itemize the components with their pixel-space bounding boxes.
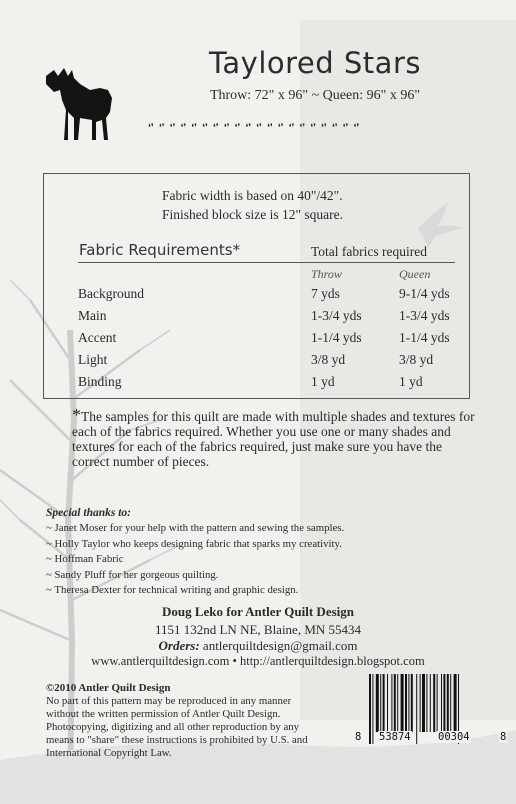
throw-amount: 7 yds bbox=[311, 286, 340, 301]
track-glyph: ❛❜ bbox=[212, 122, 219, 132]
thanks-list bbox=[46, 521, 344, 599]
fabric-name: Binding bbox=[78, 374, 122, 389]
throw-amount: 1-1/4 yds bbox=[311, 330, 362, 345]
throw-amount: 1-3/4 yds bbox=[311, 308, 362, 323]
track-glyph: ❛❜ bbox=[223, 122, 230, 132]
fabric-row bbox=[0, 374, 516, 394]
website-links[interactable]: www.antlerquiltdesign.com • http://antlerquiltdesign.blogspot.com bbox=[91, 654, 425, 668]
track-glyph: ❛❜ bbox=[299, 122, 306, 132]
copyright-heading: ©2010 Antler Quilt Design bbox=[46, 682, 171, 694]
thanks-item: ~ Holly Taylor who keeps designing fabric that sparks my creativity. bbox=[46, 537, 342, 550]
animal-tracks bbox=[148, 123, 359, 132]
pattern-title: Taylored Stars bbox=[209, 46, 421, 80]
track-glyph: ❛❜ bbox=[234, 122, 241, 132]
track-glyph: ❛❜ bbox=[158, 122, 165, 132]
throw-amount: 1 yd bbox=[311, 374, 335, 389]
quilt-sizes: Throw: 72" x 96" ~ Queen: 96" x 96" bbox=[209, 88, 421, 103]
samples-text: The samples for this quilt are made with multiple shades and textures for each of the fabrics required. Whether you use one or many shades and textures for each of the fabrics required, just make sure you have the correct number of pieces. bbox=[72, 409, 475, 469]
barcode-check-digit: 8 bbox=[500, 731, 507, 743]
barcode-group-2: 00304 bbox=[438, 731, 470, 743]
track-glyph: ❛❜ bbox=[288, 122, 295, 132]
track-glyph: ❛❜ bbox=[148, 122, 154, 132]
thanks-item: ~ Sandy Pluff for her gorgeous quilting. bbox=[46, 568, 219, 581]
fabric-row bbox=[0, 286, 516, 306]
fabric-row bbox=[0, 308, 516, 328]
queen-amount: 1-3/4 yds bbox=[399, 308, 450, 323]
orders-line bbox=[0, 638, 516, 654]
queen-amount: 1 yd bbox=[399, 374, 423, 389]
queen-amount: 1-1/4 yds bbox=[399, 330, 450, 345]
orders-email[interactable]: antlerquiltdesign@gmail.com bbox=[202, 638, 358, 653]
track-glyph: ❛❜ bbox=[202, 122, 208, 132]
track-glyph: ❛❜ bbox=[277, 122, 284, 132]
track-glyph: ❛❜ bbox=[266, 122, 273, 132]
thanks-heading: Special thanks to: bbox=[46, 507, 131, 519]
designer-name: Doug Leko for Antler Quilt Design bbox=[161, 604, 354, 619]
thanks-item: ~ Hoffman Fabric bbox=[46, 553, 124, 565]
track-glyph: ❛❜ bbox=[256, 122, 262, 132]
fabric-name: Main bbox=[78, 308, 107, 323]
queen-amount: 9-1/4 yds bbox=[399, 286, 450, 301]
track-glyph: ❛❜ bbox=[191, 122, 198, 132]
divider bbox=[78, 262, 455, 263]
queen-amount: 3/8 yd bbox=[399, 352, 434, 367]
throw-amount: 3/8 yd bbox=[311, 352, 346, 367]
copyright-text: No part of this pattern may be reproduced in any manner without the written permission of Antler Quilt Design. Photocopying, digitizing and all other reproduction by any means to "share" these instructions is prohibited by U.S. and International Copyright Law. bbox=[46, 695, 308, 759]
block-size-note: Finished block size is 12" square. bbox=[162, 207, 343, 222]
barcode-group-1: 53874 bbox=[379, 731, 411, 743]
fabric-name: Background bbox=[78, 286, 144, 301]
track-glyph: ❛❜ bbox=[180, 122, 187, 132]
fabric-row bbox=[0, 330, 516, 350]
address: 1151 132nd LN NE, Blaine, MN 55434 bbox=[154, 622, 362, 637]
track-glyph: ❛❜ bbox=[331, 122, 338, 132]
total-fabrics-header: Total fabrics required bbox=[311, 244, 428, 259]
asterisk: * bbox=[72, 405, 81, 425]
fabric-name: Light bbox=[78, 352, 108, 367]
column-throw: Throw bbox=[311, 267, 342, 281]
track-glyph: ❛❜ bbox=[353, 122, 360, 132]
fabric-requirements-title: Fabric Requirements* bbox=[79, 241, 241, 259]
fabric-width-note: Fabric width is based on 40"/42". bbox=[162, 188, 343, 203]
thanks-item: ~ Theresa Dexter for technical writing and graphic design. bbox=[46, 584, 299, 596]
moose-silhouette bbox=[46, 68, 112, 140]
column-queen: Queen bbox=[399, 267, 431, 281]
samples-note bbox=[72, 405, 482, 469]
track-glyph: ❛❜ bbox=[342, 122, 349, 132]
barcode-lead-digit: 8 bbox=[355, 731, 362, 743]
track-glyph: ❛❜ bbox=[321, 122, 327, 132]
track-glyph: ❛❜ bbox=[245, 122, 252, 132]
thanks-item: ~ Janet Moser for your help with the pattern and sewing the samples. bbox=[46, 522, 345, 534]
fabric-row bbox=[0, 352, 516, 372]
track-glyph: ❛❜ bbox=[169, 122, 176, 132]
orders-label: Orders: bbox=[158, 638, 200, 653]
fabric-name: Accent bbox=[78, 330, 117, 345]
track-glyph: ❛❜ bbox=[310, 122, 316, 132]
